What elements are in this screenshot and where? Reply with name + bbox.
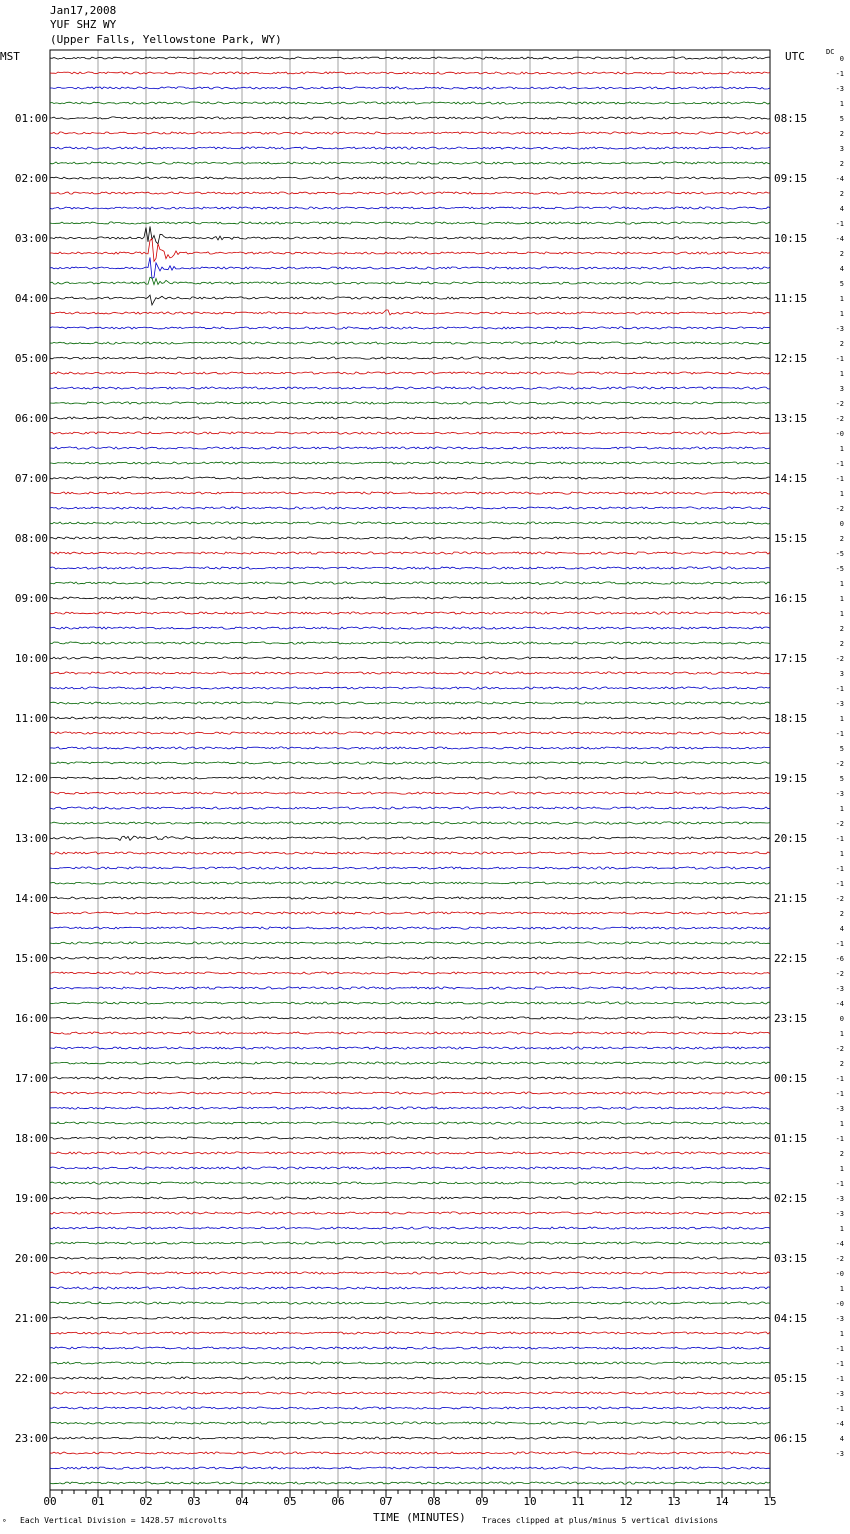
x-tick-label: 05	[283, 1495, 297, 1508]
dc-offset-label: 1	[839, 805, 844, 813]
x-tick-label: 03	[187, 1495, 201, 1508]
dc-offset-label: 2	[839, 130, 844, 138]
seismic-trace	[50, 417, 770, 419]
seismic-trace	[50, 537, 770, 539]
seismic-trace	[50, 1167, 770, 1169]
seismic-trace	[50, 277, 770, 284]
seismic-trace	[50, 1317, 770, 1319]
hour-label-utc: 17:15	[774, 652, 808, 665]
seismic-trace	[50, 57, 770, 59]
dc-offset-label: -1	[835, 685, 844, 693]
seismic-trace	[50, 117, 770, 119]
location-label: (Upper Falls, Yellowstone Park, WY)	[50, 33, 282, 46]
seismic-trace	[50, 942, 770, 944]
dc-offset-label: -3	[835, 1210, 844, 1218]
seismic-trace	[50, 612, 770, 614]
seismic-trace	[50, 162, 770, 164]
dc-offset-label: -2	[835, 400, 844, 408]
hour-label-utc: 16:15	[774, 592, 808, 605]
hour-label-utc: 09:15	[774, 172, 808, 185]
dc-offset-label: 2	[839, 160, 844, 168]
seismic-trace	[50, 1122, 770, 1124]
seismic-trace	[50, 1227, 770, 1229]
x-tick-label: 10	[523, 1495, 537, 1508]
hour-label-utc: 13:15	[774, 412, 808, 425]
seismic-trace	[50, 1467, 770, 1469]
dc-offset-label: 3	[839, 145, 844, 153]
dc-offset-label: -2	[835, 970, 844, 978]
seismic-trace	[50, 582, 770, 585]
dc-offset-label: -1	[835, 1375, 844, 1383]
seismic-trace	[50, 1092, 770, 1094]
x-tick-label: 02	[139, 1495, 153, 1508]
hour-label-utc: 21:15	[774, 892, 808, 905]
seismic-trace	[50, 372, 770, 374]
seismic-trace	[50, 462, 770, 464]
seismic-trace	[50, 1407, 770, 1409]
seismic-trace	[50, 177, 770, 179]
dc-offset-label: -3	[835, 1195, 844, 1203]
seismic-trace	[50, 522, 770, 524]
hour-label-utc: 04:15	[774, 1312, 808, 1325]
dc-offset-label: 1	[839, 1285, 844, 1293]
right-timezone-label: UTC	[785, 50, 805, 63]
hour-label-mst: 21:00	[14, 1312, 48, 1325]
x-tick-label: 06	[331, 1495, 345, 1508]
hour-label-utc: 06:15	[774, 1432, 808, 1445]
hour-label-mst: 18:00	[14, 1132, 48, 1145]
x-tick-label: 08	[427, 1495, 441, 1508]
dc-offset-label: -2	[835, 820, 844, 828]
dc-offset-label: 1	[839, 370, 844, 378]
seismic-trace	[50, 207, 770, 209]
seismic-trace	[50, 102, 770, 104]
hour-label-utc: 08:15	[774, 112, 808, 125]
dc-offset-label: -2	[835, 1255, 844, 1263]
seismic-trace	[50, 1302, 770, 1304]
seismic-trace	[50, 1182, 770, 1184]
seismic-trace	[50, 1452, 770, 1454]
dc-offset-label: 5	[839, 775, 844, 783]
hour-label-mst: 07:00	[14, 472, 48, 485]
dc-offset-label: 4	[839, 1435, 844, 1443]
x-tick-label: 00	[43, 1495, 57, 1508]
seismic-trace	[50, 402, 770, 404]
hour-label-utc: 05:15	[774, 1372, 808, 1385]
dc-offset-label: -4	[835, 1000, 844, 1008]
dc-offset-label: -1	[835, 1090, 844, 1098]
seismic-trace	[50, 1362, 770, 1364]
hour-label-utc: 11:15	[774, 292, 808, 305]
seismic-trace	[50, 1482, 770, 1484]
seismic-trace	[50, 132, 770, 134]
dc-offset-label: -1	[835, 220, 844, 228]
hour-label-utc: 02:15	[774, 1192, 808, 1205]
seismic-trace	[50, 927, 770, 929]
seismic-trace	[50, 1137, 770, 1139]
seismic-trace	[50, 836, 770, 840]
x-tick-label: 09	[475, 1495, 489, 1508]
seismic-trace	[50, 567, 770, 569]
dc-offset-label: -2	[835, 655, 844, 663]
hour-label-utc: 19:15	[774, 772, 808, 785]
x-tick-label: 01	[91, 1495, 105, 1508]
hour-label-mst: 11:00	[14, 712, 48, 725]
dc-offset-label: -3	[835, 85, 844, 93]
hour-label-mst: 12:00	[14, 772, 48, 785]
dc-offset-label: 4	[839, 265, 844, 273]
hour-label-mst: 05:00	[14, 352, 48, 365]
corner-mark: ∘	[2, 1516, 7, 1525]
dc-offset-label: 1	[839, 1120, 844, 1128]
seismic-trace	[50, 1197, 770, 1199]
dc-offset-label: -3	[835, 1450, 844, 1458]
dc-offset-label: 1	[839, 1165, 844, 1173]
dc-offset-label: 1	[839, 1030, 844, 1038]
seismic-trace	[50, 257, 770, 278]
seismic-trace	[50, 387, 770, 389]
dc-offset-label: -1	[835, 940, 844, 948]
dc-offset-label: -1	[835, 1345, 844, 1353]
seismic-trace	[50, 807, 770, 809]
dc-offset-label: 1	[839, 490, 844, 498]
station-label: YUF SHZ WY	[50, 18, 117, 31]
seismic-trace	[50, 1152, 770, 1154]
dc-offset-label: -0	[835, 430, 844, 438]
dc-offset-label: -1	[835, 355, 844, 363]
dc-offset-label: -3	[835, 700, 844, 708]
dc-offset-label: -1	[835, 880, 844, 888]
dc-offset-label: -2	[835, 895, 844, 903]
seismic-trace	[50, 1032, 770, 1034]
seismic-trace	[50, 327, 770, 329]
seismic-trace	[50, 507, 770, 509]
hour-label-utc: 00:15	[774, 1072, 808, 1085]
seismic-trace	[50, 1437, 770, 1439]
dc-offset-label: 2	[839, 535, 844, 543]
seismic-trace	[50, 552, 770, 554]
seismic-trace	[50, 897, 770, 899]
dc-offset-label: -2	[835, 760, 844, 768]
seismic-trace	[50, 732, 770, 734]
dc-offset-label: -2	[835, 1045, 844, 1053]
dc-offset-label: -3	[835, 1315, 844, 1323]
dc-offset-label: 4	[839, 925, 844, 933]
hour-label-mst: 01:00	[14, 112, 48, 125]
seismic-trace	[50, 957, 770, 959]
seismic-trace	[50, 1047, 770, 1049]
dc-offset-label: -3	[835, 790, 844, 798]
seismic-trace	[50, 1392, 770, 1394]
hour-label-utc: 23:15	[774, 1012, 808, 1025]
hour-label-mst: 06:00	[14, 412, 48, 425]
seismic-trace	[50, 702, 770, 704]
hour-label-utc: 10:15	[774, 232, 808, 245]
hour-label-mst: 14:00	[14, 892, 48, 905]
left-timezone-label: MST	[0, 50, 20, 63]
seismic-trace	[50, 222, 770, 224]
x-tick-label: 12	[619, 1495, 633, 1508]
dc-offset-label: -3	[835, 985, 844, 993]
hour-label-mst: 10:00	[14, 652, 48, 665]
hour-label-mst: 04:00	[14, 292, 48, 305]
seismic-trace	[50, 1422, 770, 1424]
seismic-trace	[50, 447, 770, 449]
dc-offset-label: -4	[835, 1240, 844, 1248]
seismic-trace	[50, 147, 770, 149]
hour-label-mst: 16:00	[14, 1012, 48, 1025]
seismic-trace	[50, 852, 770, 854]
x-tick-label: 15	[763, 1495, 777, 1508]
dc-offset-label: 2	[839, 625, 844, 633]
seismic-trace	[50, 642, 770, 644]
dc-offset-label: 1	[839, 850, 844, 858]
seismic-trace	[50, 1287, 770, 1289]
dc-offset-label: 1	[839, 580, 844, 588]
hour-label-utc: 12:15	[774, 352, 808, 365]
hour-label-mst: 23:00	[14, 1432, 48, 1445]
dc-label: DC	[826, 48, 835, 56]
dc-offset-label: 1	[839, 595, 844, 603]
seismic-trace	[50, 912, 770, 914]
dc-offset-label: 2	[839, 1150, 844, 1158]
hour-label-mst: 15:00	[14, 952, 48, 965]
hour-label-utc: 01:15	[774, 1132, 808, 1145]
dc-offset-label: -1	[835, 70, 844, 78]
seismic-trace	[50, 226, 770, 243]
dc-offset-label: 2	[839, 1060, 844, 1068]
hour-label-utc: 15:15	[774, 532, 808, 545]
hour-label-mst: 20:00	[14, 1252, 48, 1265]
dc-offset-label: -0	[835, 1300, 844, 1308]
dc-offset-label: 1	[839, 715, 844, 723]
seismic-trace	[50, 687, 770, 689]
seismic-trace	[50, 657, 770, 659]
seismic-trace	[50, 310, 770, 315]
dc-offset-label: -5	[835, 550, 844, 558]
dc-offset-label: 2	[839, 190, 844, 198]
seismic-trace	[50, 477, 770, 479]
hour-label-mst: 22:00	[14, 1372, 48, 1385]
seismic-trace	[50, 1107, 770, 1109]
dc-offset-label: 1	[839, 610, 844, 618]
dc-offset-label: -3	[835, 325, 844, 333]
seismic-trace	[50, 1347, 770, 1349]
dc-offset-label: -6	[835, 955, 844, 963]
dc-offset-label: -1	[835, 1135, 844, 1143]
scale-note: Each Vertical Division = 1428.57 microvolts	[20, 1516, 228, 1525]
hour-label-utc: 18:15	[774, 712, 808, 725]
dc-offset-label: 1	[839, 445, 844, 453]
seismic-trace	[50, 1077, 770, 1079]
seismic-trace	[50, 432, 770, 434]
seismic-trace	[50, 341, 770, 344]
dc-offset-label: 1	[839, 100, 844, 108]
seismic-trace	[50, 882, 770, 884]
x-tick-label: 13	[667, 1495, 681, 1508]
dc-offset-label: -1	[835, 1360, 844, 1368]
dc-offset-label: 3	[839, 670, 844, 678]
seismic-trace	[50, 762, 770, 764]
hour-label-mst: 09:00	[14, 592, 48, 605]
hour-label-mst: 13:00	[14, 832, 48, 845]
dc-offset-label: -1	[835, 1180, 844, 1188]
x-tick-label: 14	[715, 1495, 729, 1508]
dc-offset-label: 3	[839, 385, 844, 393]
clip-note: Traces clipped at plus/minus 5 vertical divisions	[482, 1516, 719, 1525]
dc-offset-label: 0	[839, 520, 844, 528]
seismic-trace	[50, 987, 770, 989]
seismic-trace	[50, 492, 770, 494]
dc-offset-label: -2	[835, 415, 844, 423]
seismic-trace	[50, 747, 770, 749]
dc-offset-label: -1	[835, 1075, 844, 1083]
seismic-trace	[50, 1062, 770, 1064]
x-axis-title: TIME (MINUTES)	[373, 1511, 466, 1524]
x-tick-label: 04	[235, 1495, 249, 1508]
hour-label-mst: 08:00	[14, 532, 48, 545]
dc-offset-label: -1	[835, 865, 844, 873]
seismic-trace	[50, 717, 770, 719]
seismic-trace	[50, 792, 770, 794]
dc-offset-label: 1	[839, 1225, 844, 1233]
dc-offset-label: -3	[835, 1390, 844, 1398]
hour-label-mst: 02:00	[14, 172, 48, 185]
seismic-trace	[50, 1332, 770, 1334]
dc-offset-label: -4	[835, 235, 844, 243]
seismic-trace	[50, 1272, 770, 1274]
dc-offset-label: -2	[835, 505, 844, 513]
hour-label-utc: 03:15	[774, 1252, 808, 1265]
seismic-trace	[50, 72, 770, 74]
seismic-trace	[50, 1002, 770, 1004]
dc-offset-label: 2	[839, 640, 844, 648]
dc-offset-label: 5	[839, 280, 844, 288]
dc-offset-label: 1	[839, 310, 844, 318]
dc-offset-label: 2	[839, 340, 844, 348]
hour-label-mst: 03:00	[14, 232, 48, 245]
seismic-trace	[50, 357, 770, 359]
dc-offset-label: -1	[835, 475, 844, 483]
seismic-trace	[50, 1257, 770, 1259]
dc-offset-label: 2	[839, 910, 844, 918]
hour-label-utc: 20:15	[774, 832, 808, 845]
dc-offset-label: 0	[839, 55, 844, 63]
dc-offset-label: 1	[839, 295, 844, 303]
seismic-trace	[50, 295, 770, 305]
seismic-trace	[50, 192, 770, 194]
seismic-trace	[50, 822, 770, 824]
dc-offset-label: -1	[835, 460, 844, 468]
dc-offset-label: -4	[835, 1420, 844, 1428]
seismic-trace	[50, 1242, 770, 1244]
date-label: Jan17,2008	[50, 4, 117, 17]
seismic-trace	[50, 972, 770, 974]
hour-label-utc: 22:15	[774, 952, 808, 965]
x-tick-label: 07	[379, 1495, 393, 1508]
hour-label-utc: 14:15	[774, 472, 808, 485]
seismic-trace	[50, 627, 770, 629]
x-tick-label: 11	[571, 1495, 585, 1508]
dc-offset-label: 0	[839, 1015, 844, 1023]
dc-offset-label: -5	[835, 565, 844, 573]
seismic-trace	[50, 597, 770, 599]
seismic-trace	[50, 777, 770, 779]
seismic-trace	[50, 867, 770, 869]
seismic-trace	[50, 1017, 770, 1019]
dc-offset-label: -1	[835, 835, 844, 843]
dc-offset-label: -0	[835, 1270, 844, 1278]
hour-label-mst: 17:00	[14, 1072, 48, 1085]
dc-offset-label: -1	[835, 1405, 844, 1413]
dc-offset-label: 2	[839, 250, 844, 258]
dc-offset-label: 1	[839, 1330, 844, 1338]
seismic-trace	[50, 87, 770, 89]
dc-offset-label: -1	[835, 730, 844, 738]
seismic-trace	[50, 672, 770, 674]
dc-offset-label: 5	[839, 115, 844, 123]
seismic-trace	[50, 1377, 770, 1379]
dc-offset-label: 5	[839, 745, 844, 753]
dc-offset-label: 4	[839, 205, 844, 213]
dc-offset-label: -3	[835, 1105, 844, 1113]
dc-offset-label: -4	[835, 175, 844, 183]
seismic-trace	[50, 1212, 770, 1214]
hour-label-mst: 19:00	[14, 1192, 48, 1205]
